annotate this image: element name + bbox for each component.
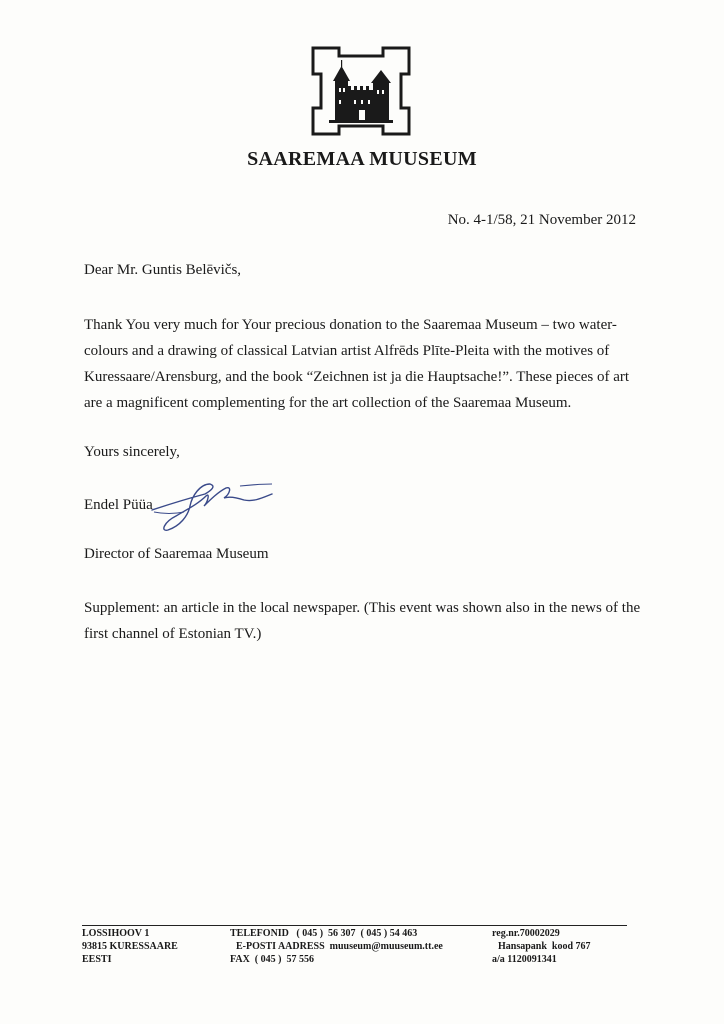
- signer-title: Director of Saaremaa Museum: [84, 546, 269, 562]
- organization-name: SAAREMAA MUUSEUM: [247, 148, 477, 170]
- letter-body: Thank You very much for Your precious donation to the Saaremaa Museum – two water-colours and a drawing of classical Latvian artist Alfrēds Plīte-Pleita with the motives of Kuressaare/Arensburg, and the book “Zeichnen ist ja die Hauptsache!”. These pieces of art are a magnificent complementing for the art collection of the Saaremaa Museum.: [84, 317, 630, 411]
- footer-email: E-POSTI AADRESS muuseum@muuseum.tt.ee: [236, 941, 443, 952]
- footer-address-line: 93815 KURESSAARE: [82, 941, 178, 952]
- castle-emblem-icon: [309, 44, 413, 138]
- salutation: Dear Mr. Guntis Belēvičs,: [84, 262, 242, 278]
- footer-divider: [82, 925, 627, 926]
- closing: Yours sincerely,: [84, 444, 180, 460]
- footer-bank: [492, 927, 591, 966]
- footer-address: [82, 927, 178, 966]
- footer-bank-code: Hansapank kood 767: [498, 941, 591, 952]
- footer-address-line: LOSSIHOOV 1: [82, 928, 150, 939]
- footer-phone: TELEFONID ( 045 ) 56 307 ( 045 ) 54 463: [230, 928, 418, 939]
- footer-contacts: [230, 927, 443, 966]
- footer-account: a/a 1120091341: [492, 954, 557, 965]
- supplement-note: Supplement: an article in the local newspaper. (This event was shown also in the news of the first channel of Estonian TV.): [84, 600, 641, 642]
- handwritten-signature-icon: [150, 476, 275, 534]
- footer-reg-number: reg.nr.70002029: [492, 928, 560, 939]
- reference-number-date: No. 4-1/58, 21 November 2012: [447, 212, 636, 228]
- footer-address-line: EESTI: [82, 954, 112, 965]
- footer-fax: FAX ( 045 ) 57 556: [230, 954, 314, 965]
- signer-name: Endel Püüa: [84, 497, 153, 513]
